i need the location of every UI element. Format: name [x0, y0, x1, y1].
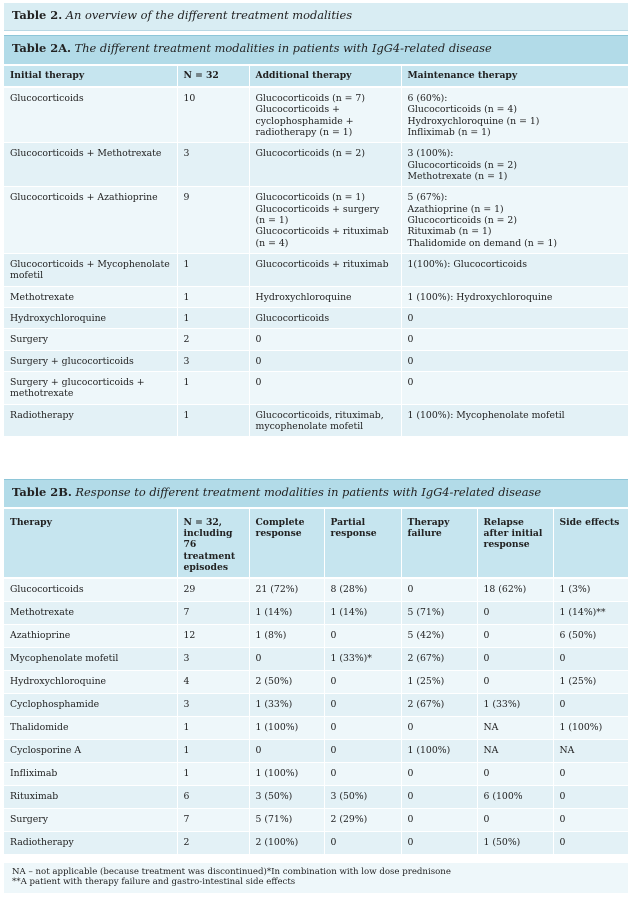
- cell-line: response: [330, 528, 377, 540]
- table-row: [4, 739, 628, 762]
- table-cell: 0: [553, 831, 628, 854]
- table-a-caption: The different treatment modalities in patients with IgG4-related disease: [74, 41, 492, 55]
- cell-line: Glucocorticoids + surgery: [255, 203, 380, 215]
- table-row: [4, 187, 628, 254]
- cell-line: Glucocorticoids (n = 2): [407, 159, 517, 171]
- table-cell: 1 (100%): [553, 716, 628, 739]
- table-row: [4, 371, 628, 404]
- table-cell: Methotrexate: [4, 601, 177, 624]
- table-cell: 1 (14%): [324, 601, 401, 624]
- table-title-label: Table 2.: [12, 8, 63, 22]
- cell-line: response: [255, 528, 302, 540]
- table-b-caption: Response to different treatment modalities in patients with IgG4-related disease: [75, 485, 542, 499]
- table-cell: 2 (100%): [249, 831, 324, 854]
- table-b-header-row: [4, 509, 628, 578]
- table-cell: 1 (14%)**: [553, 601, 628, 624]
- table-cell: 1: [177, 716, 249, 739]
- table-cell: Infliximab: [4, 762, 177, 785]
- table-cell: 6 (50%): [553, 624, 628, 647]
- table-cell: [249, 143, 401, 187]
- table-cell: [401, 371, 628, 404]
- table-cell: NA: [553, 739, 628, 762]
- table-cell: 2: [177, 329, 249, 350]
- table-cell: 0: [324, 739, 401, 762]
- table-a-label: Table 2A.: [12, 41, 71, 55]
- cell-line: Complete: [255, 517, 305, 528]
- table-row: [4, 286, 628, 307]
- table-cell: 0: [401, 808, 477, 831]
- table-row: [4, 624, 628, 647]
- table-cell: 0: [553, 693, 628, 716]
- table-cell: Cyclophosphamide: [4, 693, 177, 716]
- cell-line: Relapse: [483, 517, 524, 528]
- table-a-heading: [4, 35, 628, 64]
- table-cell: [401, 286, 628, 307]
- table-cell: 5 (42%): [401, 624, 477, 647]
- table-cell: 0: [324, 693, 401, 716]
- table-cell: [401, 253, 628, 286]
- table-b-column-header: [477, 509, 553, 578]
- table-a-column-header: N = 32: [177, 66, 249, 87]
- table-cell: 0: [401, 762, 477, 785]
- table-cell: 12: [177, 624, 249, 647]
- table-cell: 1: [177, 286, 249, 307]
- table-cell: 1 (50%): [477, 831, 553, 854]
- table-cell: 5 (71%): [401, 601, 477, 624]
- table-cell: 0: [477, 601, 553, 624]
- cell-line: 0: [255, 376, 262, 388]
- table-cell: 7: [177, 601, 249, 624]
- treatment-modalities-table: [4, 66, 628, 436]
- table-a-column-header: Maintenance therapy: [401, 66, 628, 87]
- table-cell: 1: [177, 253, 249, 286]
- table-cell: 0: [553, 762, 628, 785]
- cell-line: Hydroxychloroquine: [255, 291, 352, 303]
- cell-line: 0: [255, 334, 262, 346]
- table-cell: 8 (28%): [324, 578, 401, 601]
- table-cell: [249, 404, 401, 436]
- table-cell: 1 (25%): [401, 670, 477, 693]
- table-cell: 0: [324, 831, 401, 854]
- table-cell: 3: [177, 350, 249, 371]
- table-cell: 3: [177, 693, 249, 716]
- table-cell: 0: [553, 785, 628, 808]
- table-row: [4, 253, 628, 286]
- table-row: [4, 350, 628, 371]
- footnote: **A patient with therapy failure and gastro-intestinal side effects: [12, 876, 296, 887]
- table-row: [4, 329, 628, 350]
- table-cell: 2 (29%): [324, 808, 401, 831]
- table-cell: [249, 253, 401, 286]
- table-cell: Mycophenolate mofetil: [4, 647, 177, 670]
- cell-line: 6 (60%):: [407, 93, 448, 104]
- table-cell: 10: [177, 87, 249, 143]
- table-b-column-header: [553, 509, 628, 578]
- cell-line: Glucocorticoids, rituximab,: [255, 409, 384, 421]
- table-cell: 0: [401, 716, 477, 739]
- cell-line: Partial: [330, 517, 366, 528]
- table-cell: 29: [177, 578, 249, 601]
- table-cell: 1 (8%): [249, 624, 324, 647]
- table-cell: [401, 143, 628, 187]
- cell-line: Rituximab (n = 1): [407, 226, 492, 238]
- table-cell: 0: [249, 647, 324, 670]
- table-row: [4, 87, 628, 143]
- cell-line: Glucocorticoids (n = 1): [255, 192, 365, 204]
- cell-line: 0: [407, 334, 414, 346]
- cell-line: Azathioprine (n = 1): [407, 203, 504, 215]
- table-cell: 1 (14%): [249, 601, 324, 624]
- table-cell: 7: [177, 808, 249, 831]
- cell-line: Glucocorticoids + Mycophenolate: [10, 258, 170, 270]
- table-cell: 1: [177, 404, 249, 436]
- table-cell: 2: [177, 831, 249, 854]
- table-cell: 1 (100%): [401, 739, 477, 762]
- table-cell: 0: [477, 808, 553, 831]
- cell-line: (n = 4): [255, 237, 289, 249]
- cell-line: Glucocorticoids (n = 4): [407, 104, 517, 116]
- table-cell: 4: [177, 670, 249, 693]
- table-footnotes: [4, 863, 628, 893]
- table-cell: [401, 307, 628, 328]
- cell-line: failure: [407, 528, 442, 540]
- table-cell: Cyclosporine A: [4, 739, 177, 762]
- table-cell: 1: [177, 762, 249, 785]
- cell-line: response: [483, 539, 530, 551]
- table-cell: [401, 350, 628, 371]
- table-cell: Radiotherapy: [4, 404, 177, 436]
- table-cell: [249, 371, 401, 404]
- cell-line: 5 (67%):: [407, 192, 448, 204]
- table-cell: 2 (50%): [249, 670, 324, 693]
- cell-line: radiotherapy (n = 1): [255, 126, 353, 138]
- table-cell: [249, 286, 401, 307]
- cell-line: 0: [255, 355, 262, 367]
- cell-line: Therapy: [10, 517, 52, 528]
- table-cell: 0: [401, 831, 477, 854]
- footnote: NA – not applicable (because treatment was discontinued)*In combination with low dose prednisone: [12, 867, 451, 877]
- table-row: [4, 693, 628, 716]
- table-row: [4, 578, 628, 601]
- table-cell: 0: [324, 762, 401, 785]
- table-row: [4, 670, 628, 693]
- table-cell: [249, 87, 401, 143]
- table-cell: Hydroxychloroquine: [4, 307, 177, 328]
- cell-line: 1(100%): Glucocorticoids: [407, 258, 527, 270]
- table-cell: [249, 307, 401, 328]
- cell-line: Thalidomide on demand (n = 1): [407, 237, 558, 249]
- table-cell: NA: [477, 716, 553, 739]
- table-cell: 1 (3%): [553, 578, 628, 601]
- table-cell: 1 (100%): [249, 762, 324, 785]
- table-cell: [249, 350, 401, 371]
- cell-line: mofetil: [10, 270, 44, 282]
- table-cell: [249, 187, 401, 254]
- table-cell: 3 (50%): [324, 785, 401, 808]
- cell-line: cyclophosphamide +: [255, 115, 354, 127]
- cell-line: treatment: [183, 550, 236, 562]
- cell-line: Glucocorticoids +: [255, 104, 340, 116]
- table-cell: [401, 187, 628, 254]
- table-b-column-header: [249, 509, 324, 578]
- cell-line: Therapy: [407, 517, 450, 528]
- cell-line: Infliximab (n = 1): [407, 126, 491, 138]
- cell-line: Glucocorticoids: [255, 312, 330, 324]
- table-cell: 0: [249, 739, 324, 762]
- table-cell: 0: [553, 647, 628, 670]
- cell-line: 1 (100%): Hydroxychloroquine: [407, 291, 553, 303]
- table-cell: [401, 404, 628, 436]
- table-cell: Glucocorticoids + Methotrexate: [4, 143, 177, 187]
- table-b-label: Table 2B.: [12, 485, 72, 499]
- cell-line: methotrexate: [10, 388, 74, 400]
- cell-line: after initial: [483, 528, 543, 540]
- table-cell: 21 (72%): [249, 578, 324, 601]
- table-cell: 1: [177, 307, 249, 328]
- cell-line: 0: [407, 312, 414, 324]
- table-row: [4, 307, 628, 328]
- table-cell: 1 (33%): [249, 693, 324, 716]
- table-row: [4, 601, 628, 624]
- table-cell: 0: [324, 716, 401, 739]
- table-cell: [401, 329, 628, 350]
- table-b-column-header: [324, 509, 401, 578]
- cell-line: Glucocorticoids (n = 2): [407, 214, 517, 226]
- table-cell: 0: [401, 578, 477, 601]
- table-cell: Glucocorticoids + Azathioprine: [4, 187, 177, 254]
- cell-line: N = 32,: [183, 517, 222, 528]
- cell-line: Glucocorticoids + rituximab: [255, 226, 389, 238]
- table-cell: 2 (67%): [401, 693, 477, 716]
- table-cell: 5 (71%): [249, 808, 324, 831]
- cell-line: 0: [407, 376, 414, 388]
- table-cell: 0: [477, 762, 553, 785]
- cell-line: Surgery + glucocorticoids +: [10, 376, 145, 388]
- table-row: [4, 404, 628, 436]
- table-cell: 1 (100%): [249, 716, 324, 739]
- table-cell: 0: [324, 624, 401, 647]
- table-cell: 1: [177, 371, 249, 404]
- table-cell: 6: [177, 785, 249, 808]
- table-cell: Rituximab: [4, 785, 177, 808]
- table-title-caption: An overview of the different treatment modalities: [65, 8, 353, 22]
- table-row: [4, 716, 628, 739]
- table-row: [4, 785, 628, 808]
- table-row: [4, 808, 628, 831]
- table-cell: Thalidomide: [4, 716, 177, 739]
- cell-line: 76: [183, 539, 197, 551]
- table-b-heading: [4, 479, 628, 507]
- table-cell: Surgery + glucocorticoids: [4, 350, 177, 371]
- table-b-column-header: [4, 509, 177, 578]
- table-cell: 1: [177, 739, 249, 762]
- table-row: [4, 831, 628, 854]
- table-cell: 0: [324, 670, 401, 693]
- cell-line: 1 (100%): Mycophenolate mofetil: [407, 409, 565, 421]
- cell-line: episodes: [183, 561, 229, 573]
- cell-line: Glucocorticoids (n = 2): [255, 148, 365, 160]
- table-row: [4, 143, 628, 187]
- table-cell: Glucocorticoids: [4, 87, 177, 143]
- table-cell: 3: [177, 143, 249, 187]
- cell-line: 3 (100%):: [407, 148, 454, 160]
- table-cell: 0: [553, 808, 628, 831]
- table-cell: 6 (100%: [477, 785, 553, 808]
- table-cell: Azathioprine: [4, 624, 177, 647]
- cell-line: Methotrexate (n = 1): [407, 170, 508, 182]
- table-b-column-header: [177, 509, 249, 578]
- table-cell: Hydroxychloroquine: [4, 670, 177, 693]
- table-cell: 3: [177, 647, 249, 670]
- table-cell: [4, 253, 177, 286]
- cell-line: mycophenolate mofetil: [255, 420, 364, 432]
- table-title: [4, 3, 628, 31]
- table-cell: Surgery: [4, 808, 177, 831]
- table-cell: 2 (67%): [401, 647, 477, 670]
- table-row: [4, 647, 628, 670]
- table-a-column-header: Additional therapy: [249, 66, 401, 87]
- table-cell: 0: [401, 785, 477, 808]
- table-cell: 0: [477, 670, 553, 693]
- table-cell: 1 (33%): [477, 693, 553, 716]
- cell-line: Hydroxychloroquine (n = 1): [407, 115, 540, 127]
- cell-line: Side effects: [559, 517, 620, 528]
- table-cell: 1 (33%)*: [324, 647, 401, 670]
- table-cell: 9: [177, 187, 249, 254]
- table-cell: NA: [477, 739, 553, 762]
- table-cell: Surgery: [4, 329, 177, 350]
- table-cell: [401, 87, 628, 143]
- table-cell: Methotrexate: [4, 286, 177, 307]
- table-cell: Radiotherapy: [4, 831, 177, 854]
- table-cell: 0: [477, 647, 553, 670]
- cell-line: (n = 1): [255, 214, 289, 226]
- table-b-column-header: [401, 509, 477, 578]
- table-a-header-row: [4, 66, 628, 87]
- table-cell: 0: [477, 624, 553, 647]
- table-a-column-header: Initial therapy: [4, 66, 177, 87]
- table-cell: 1 (25%): [553, 670, 628, 693]
- cell-line: Glucocorticoids + rituximab: [255, 258, 389, 270]
- table-cell: [249, 329, 401, 350]
- table-row: [4, 762, 628, 785]
- table-cell: 18 (62%): [477, 578, 553, 601]
- table-cell: [4, 371, 177, 404]
- cell-line: including: [183, 528, 233, 540]
- table-cell: 3 (50%): [249, 785, 324, 808]
- cell-line: 0: [407, 355, 414, 367]
- table-cell: Glucocorticoids: [4, 578, 177, 601]
- treatment-response-table: [4, 509, 628, 854]
- cell-line: Glucocorticoids (n = 7): [255, 93, 365, 104]
